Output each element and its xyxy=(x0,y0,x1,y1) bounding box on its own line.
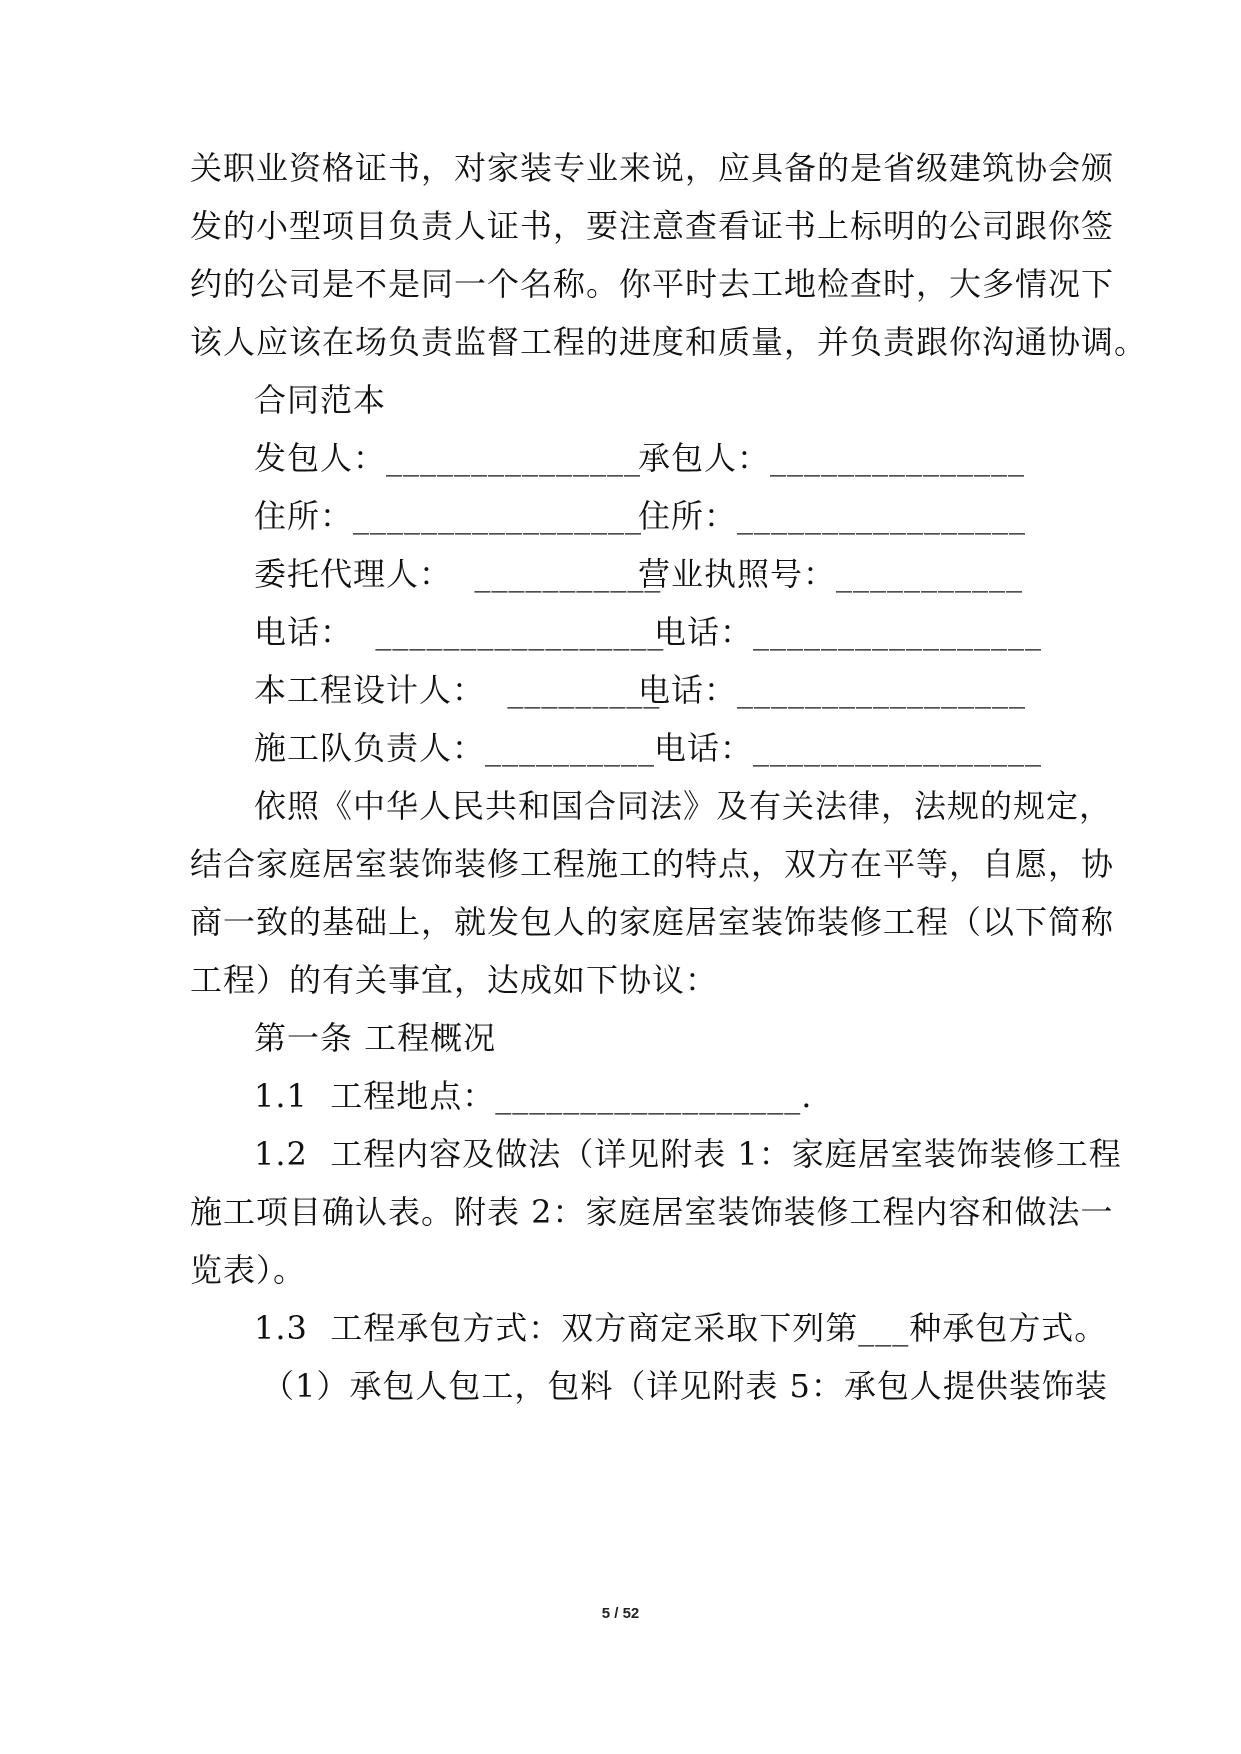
form-field-client: 发包人：_______________ xyxy=(254,439,642,477)
form-field-designer: 本工程设计人： _________ xyxy=(254,671,661,709)
paragraph-line: 依照《中华人民共和国合同法》及有关法律，法规的规定， xyxy=(254,787,1113,825)
paragraph-line: 工程）的有关事宜，达成如下协议： xyxy=(190,961,719,999)
paragraph-line: 关职业资格证书，对家装专业来说，应具备的是省级建筑协会颁 xyxy=(190,149,1115,187)
form-field-license: 营业执照号：___________ xyxy=(638,555,1024,593)
article-heading: 第一条 工程概况 xyxy=(254,1019,497,1057)
clause-1-2-cont: 施工项目确认表。附表 2：家庭居室装饰装修工程内容和做法一 xyxy=(190,1193,1114,1231)
form-field-contractor: 承包人：_______________ xyxy=(638,439,1026,477)
paragraph-line: 结合家庭居室装饰装修工程施工的特点，双方在平等，自愿，协 xyxy=(190,845,1115,883)
template-title: 合同范本 xyxy=(254,381,387,419)
form-field-team-leader-phone: 电话：_________________ xyxy=(654,729,1043,767)
page-number: 5 / 52 xyxy=(601,1605,640,1622)
form-field-agent: 委托代理人： ___________ xyxy=(254,555,662,593)
paragraph-line: 该人应该在场负责监督工程的进度和质量，并负责跟你沟通协调。 xyxy=(190,323,1148,361)
paragraph-line: 商一致的基础上，就发包人的家庭居室装饰装修工程（以下简称 xyxy=(190,903,1115,941)
paragraph-line: 约的公司是不是同一个名称。你平时去工地检查时，大多情况下 xyxy=(190,265,1115,303)
clause-1-3: 1.3 工程承包方式：双方商定采取下列第___种承包方式。 xyxy=(254,1309,1108,1347)
clause-1-1: 1.1 工程地点：__________________. xyxy=(254,1077,813,1115)
clause-1-2: 1.2 工程内容及做法（详见附表 1：家庭居室装饰装修工程 xyxy=(254,1135,1122,1173)
clause-1-2-cont: 览表）。 xyxy=(190,1251,307,1289)
form-field-contractor-phone: 电话：_________________ xyxy=(654,613,1043,651)
form-field-client-phone: 电话： _________________ xyxy=(254,613,665,651)
form-field-client-address: 住所：_________________ xyxy=(254,497,643,535)
form-field-team-leader: 施工队负责人：__________ xyxy=(254,729,656,767)
clause-1-3-option-1: （1）承包人包工，包料（详见附表 5：承包人提供装饰装 xyxy=(262,1367,1108,1405)
form-field-designer-phone: 电话：_________________ xyxy=(638,671,1027,709)
form-field-contractor-address: 住所：_________________ xyxy=(638,497,1027,535)
paragraph-line: 发的小型项目负责人证书，要注意查看证书上标明的公司跟你签 xyxy=(190,207,1115,245)
